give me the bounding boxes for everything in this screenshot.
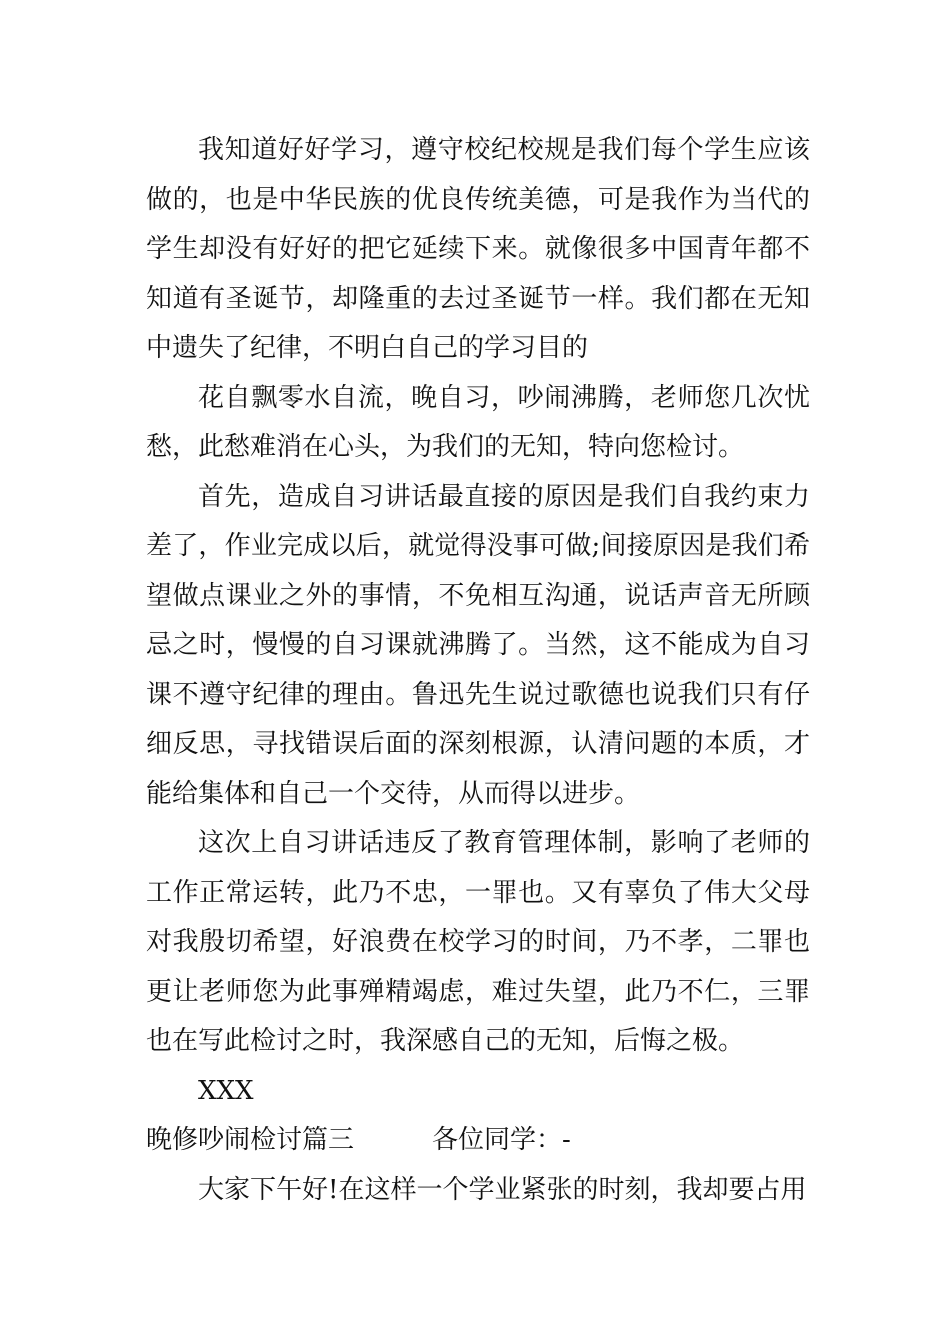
paragraph-5: 大家下午好!在这样一个学业紧张的时刻，我却要占用 — [198, 1174, 807, 1205]
paragraph-4: 这次上自习讲话违反了教育管理体制，影响了老师的工作正常运转，此乃不忠，一罪也。又有辜负了伟大父母对我殷切希望，好浪费在校学习的时间，乃不孝，二罪也更让老师您为此事殚精竭虑，难过失望，此乃不仁，三罪也在写此检讨之时，我深感自己的无知，后悔之极。 — [146, 828, 810, 1056]
document-body — [146, 126, 810, 1215]
paragraph-2: 花自飘零水自流，晚自习，吵闹沸腾，老师您几次忧愁，此愁难消在心头，为我们的无知，特向您检讨。 — [146, 382, 810, 462]
section-heading-line — [146, 1116, 810, 1166]
paragraph-1: 我知道好好学习，遵守校纪校规是我们每个学生应该做的，也是中华民族的优良传统美德，可是我作为当代的学生却没有好好的把它延续下来。就像很多中国青年都不知道有圣诞节，却隆重的去过圣诞节一样。我们都在无知中遗失了纪律，不明白自己的学习目的 — [146, 135, 810, 363]
paragraph-3: 首先，造成自习讲话最直接的原因是我们自我约束力差了，作业完成以后，就觉得没事可做;间接原因是我们希望做点课业之外的事情，不免相互沟通，说话声音无所顾忌之时，慢慢的自习课就沸腾了。当然，这不能成为自习课不遵守纪律的理由。鲁迅先生说过歌德也说我们只有仔细反思，寻找错误后面的深刻根源，认清问题的本质，才能给集体和自己一个交待，从而得以进步。 — [146, 481, 810, 809]
salutation: 各位同学：- — [432, 1125, 571, 1155]
signature: XXX — [198, 1075, 254, 1106]
section-title: 晚修吵闹检讨篇三 — [146, 1125, 355, 1155]
